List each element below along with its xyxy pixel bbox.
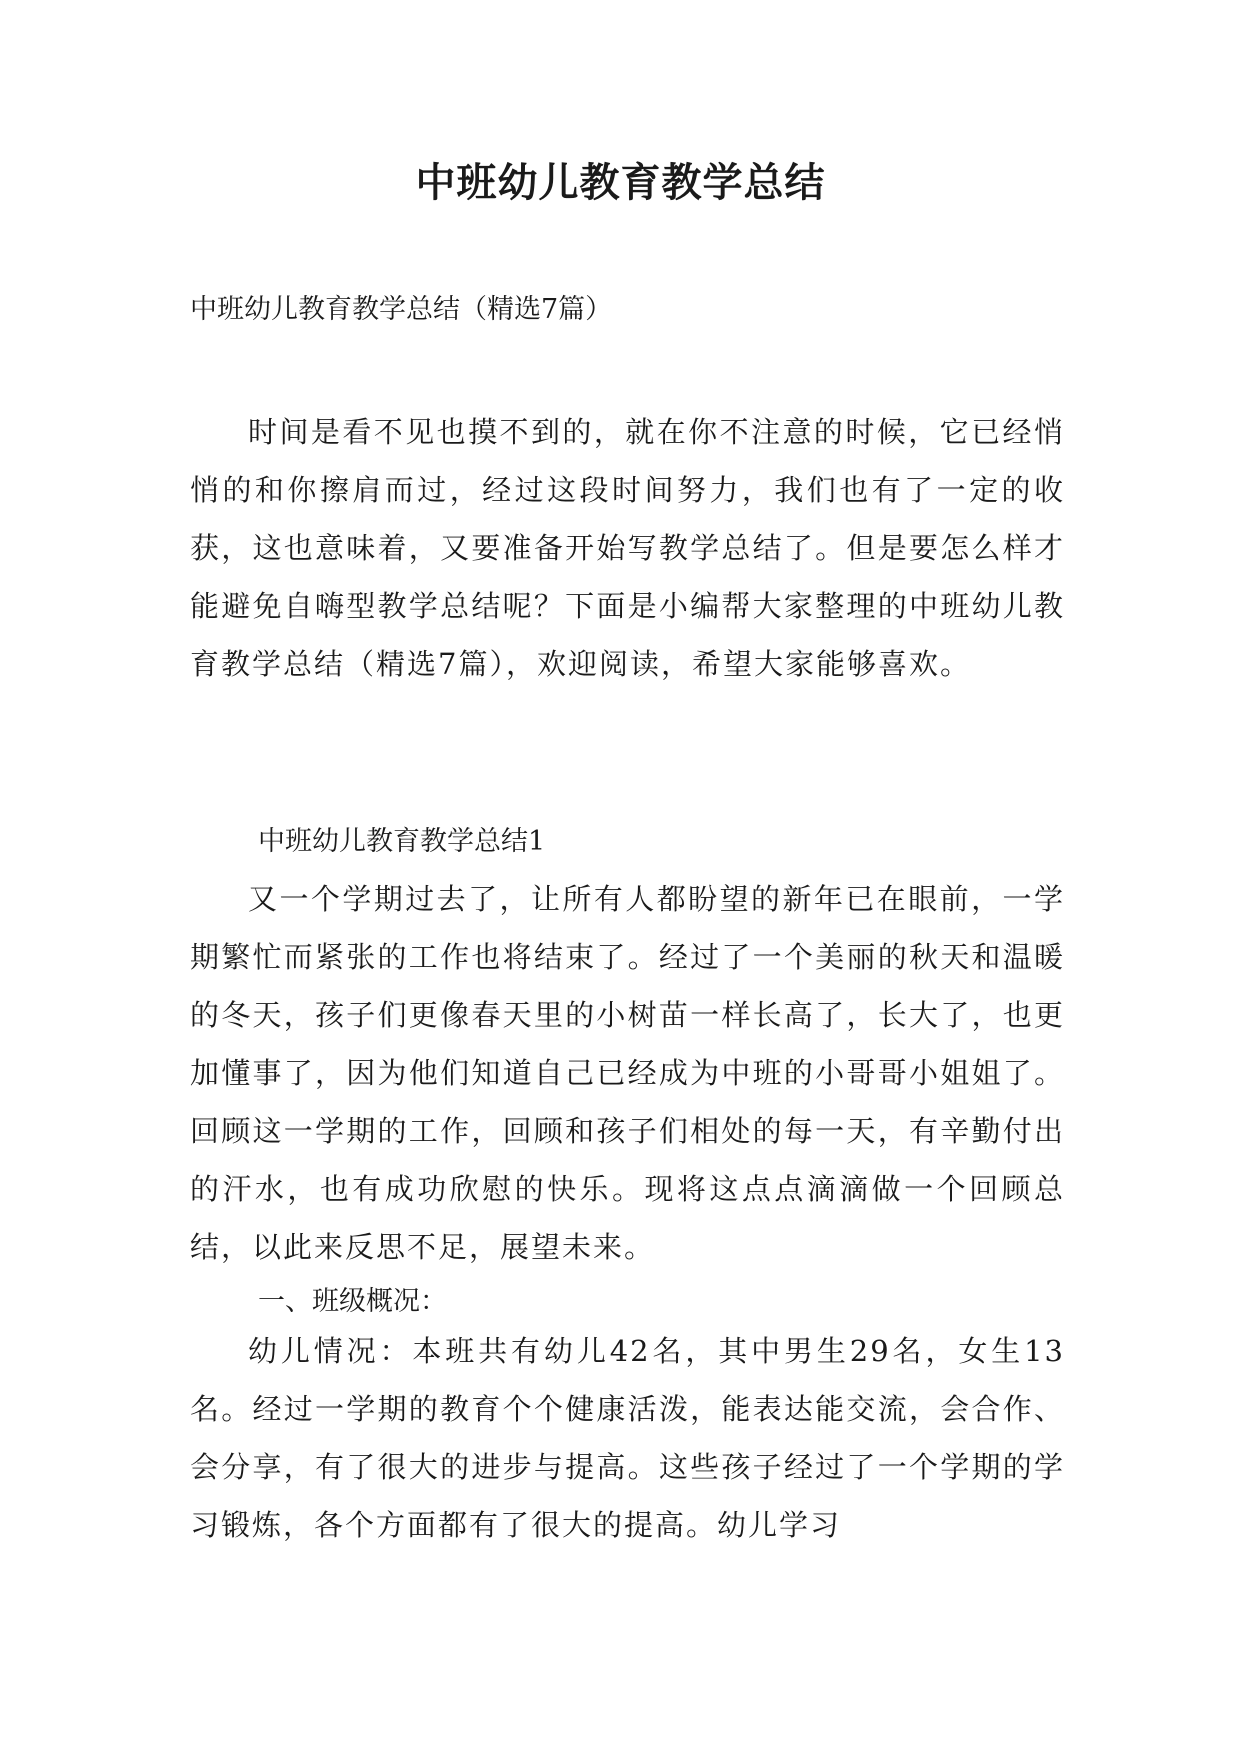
class-overview-paragraph: 幼儿情况：本班共有幼儿42名，其中男生29名，女生13名。经过一学期的教育个个健康活泼，能表达能交流，会合作、会分享，有了很大的进步与提高。这些孩子经过了一个学期的学习锻炼，各个方面都有了很大的提高。幼儿学习 [190,1334,1065,1542]
subsection-heading: 一、班级概况： [258,1286,447,1317]
document-subtitle: 中班幼儿教育教学总结（精选7篇） [190,294,613,325]
section-heading: 中班幼儿教育教学总结1 [258,826,546,857]
intro-paragraph: 时间是看不见也摸不到的，就在你不注意的时候，它已经悄悄的和你擦肩而过，经过这段时间努力，我们也有了一定的收获，这也意味着，又要准备开始写教学总结了。但是要怎么样才能避免自嗨型教学总结呢？下面是小编帮大家整理的中班幼儿教育教学总结（精选7篇），欢迎阅读，希望大家能够喜欢。 [190,415,1065,681]
document-title: 中班幼儿教育教学总结 [415,160,826,206]
section-paragraph: 又一个学期过去了，让所有人都盼望的新年已在眼前，一学期繁忙而紧张的工作也将结束了。经过了一个美丽的秋天和温暖的冬天，孩子们更像春天里的小树苗一样长高了，长大了，也更加懂事了，因为他们知道自己已经成为中班的小哥哥小姐姐了。回顾这一学期的工作，回顾和孩子们相处的每一天，有辛勤付出的汗水，也有成功欣慰的快乐。现将这点点滴滴做一个回顾总结，以此来反思不足，展望未来。 [190,882,1065,1264]
